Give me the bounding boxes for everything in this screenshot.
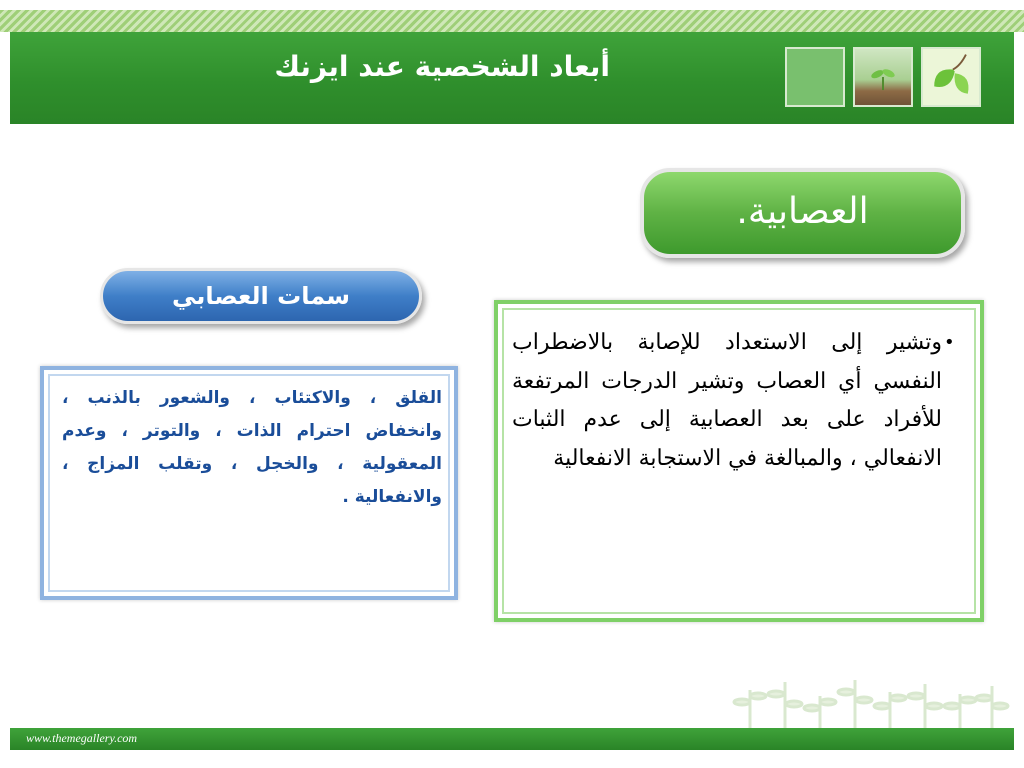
- leaf-icon: [921, 47, 981, 107]
- definition-text: وتشير إلى الاستعداد للإصابة بالاضطراب النفسي أي العصاب وتشير الدرجات المرتفعة للأفراد على بعد العصابية إلى عدم الثبات الانفعالي ، والمبالغة في الاستجابة الانفعالية: [512, 330, 942, 471]
- header-thumb-green: [785, 47, 845, 107]
- traits-heading-badge: سمات العصابي: [100, 268, 422, 324]
- slide-title: أبعاد الشخصية عند ايزنك: [274, 50, 610, 83]
- neuroticism-badge: العصابية.: [640, 168, 965, 258]
- traits-box: [40, 366, 458, 600]
- footer-bar: [10, 728, 1014, 750]
- seedling-icon: [853, 47, 913, 107]
- top-stripe: [0, 10, 1024, 32]
- definition-box: [494, 300, 984, 622]
- bullet-icon: •: [944, 332, 955, 353]
- traits-text: القلق ، والاكتئاب ، والشعور بالذنب ، وانخفاض احترام الذات ، والتوتر ، وعدم المعقولية ، والخجل ، وتقلب المزاج ، والانفعالية .: [62, 388, 442, 507]
- footer-url: www.themegallery.com: [26, 731, 138, 745]
